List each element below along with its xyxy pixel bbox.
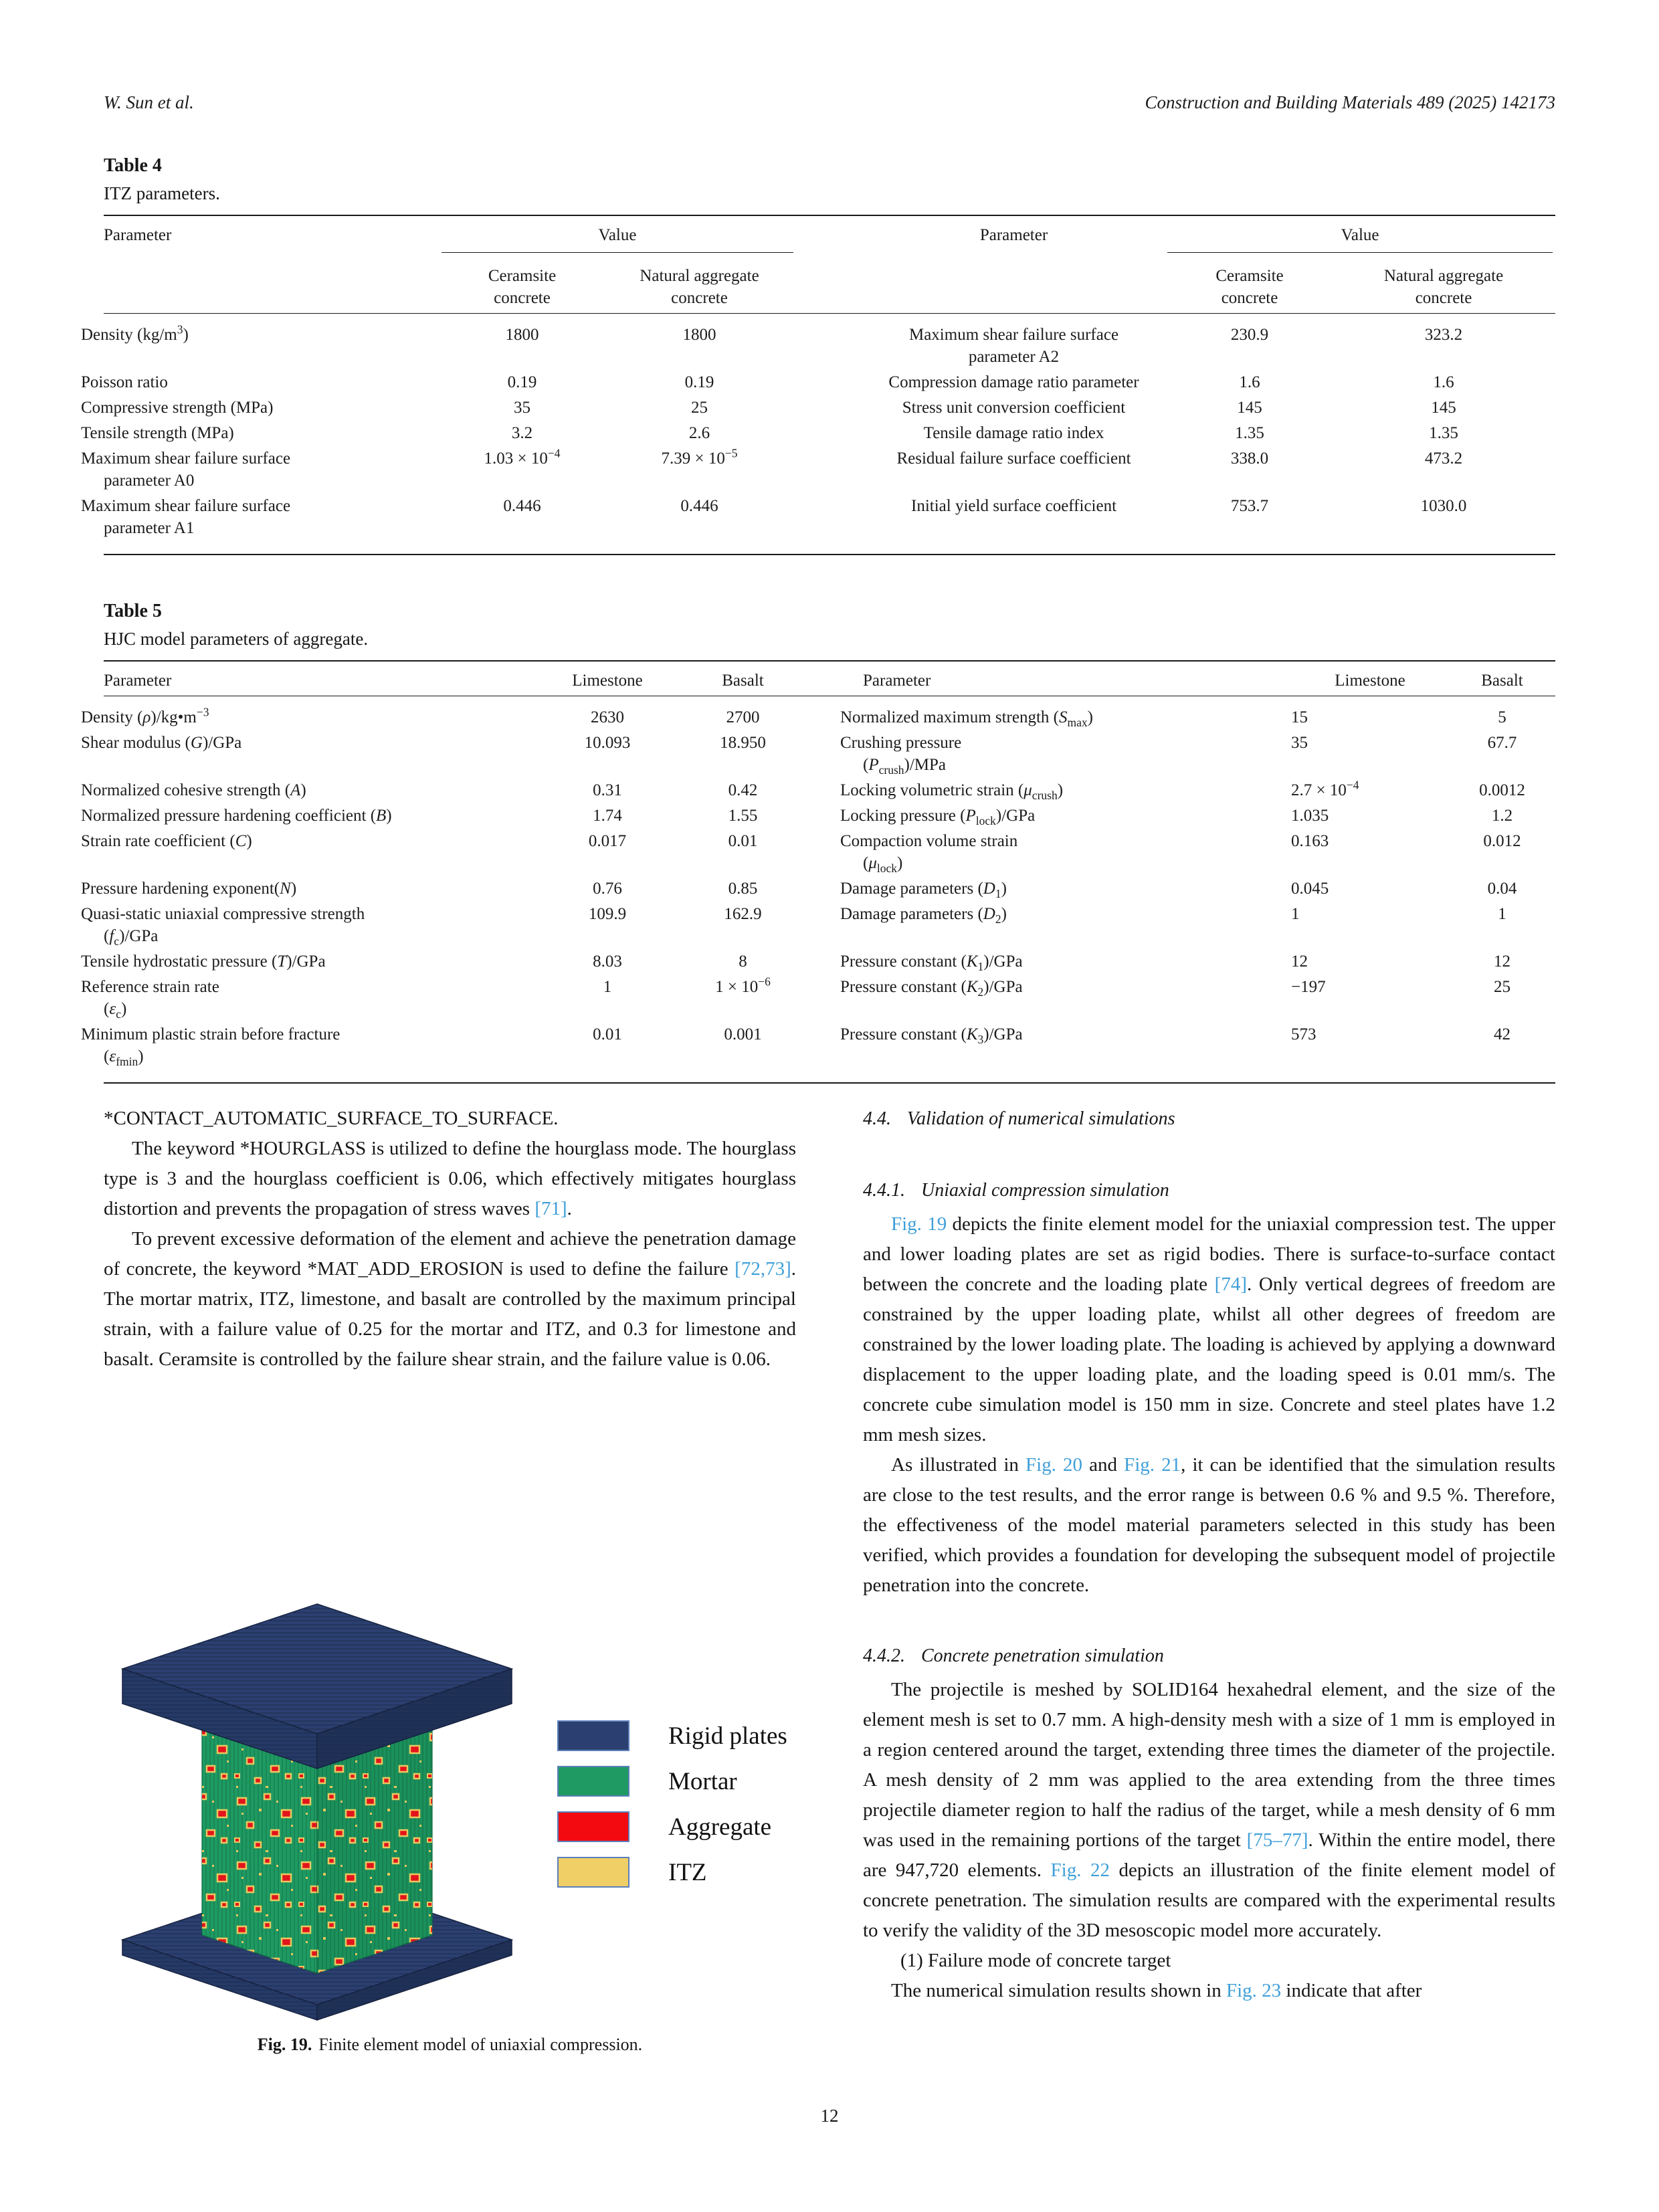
table-cell: Tensile hydrostatic pressure (T)/GPa [81, 952, 326, 971]
legend-item [557, 1720, 787, 1751]
table-cell: Locking volumetric strain $(\mu_{crush})$ [840, 781, 1064, 802]
citation-link[interactable]: [72,73] [735, 1258, 791, 1280]
table-cell: Pressure constant $(K_3)$/GPa [840, 1025, 1023, 1046]
table4-caption: ITZ parameters. [104, 183, 220, 203]
table-cell: 0.19 [507, 373, 537, 391]
table-cell: Normalized pressure hardening coefficient (B) [81, 807, 392, 825]
table5-section [81, 601, 1555, 1084]
column-header: Parameter [863, 672, 931, 690]
table-cell: 8.03 [593, 952, 622, 971]
running-head [104, 92, 1555, 113]
table-cell: 0.017 [588, 832, 627, 850]
table-cell: $7.39 \times 10^{-5}$ [661, 446, 738, 468]
table-cell: 1030.0 [1420, 497, 1467, 515]
paragraph: Fig. 19 depicts the finite element model for the uniaxial compression test. The upper and lower loading plates are set as rigid bodies. There is surface-to-surface contact between the concrete and the loading plate [74]. Only vertical degrees of freedom are constrained by the upper loading plate, whilst all other degrees of freedom are constrained by the lower loading plate. The loading is achieved by applying a downward displacement to the upper loading plate, and the loading speed is 0.01 mm/s. The concrete cube simulation model is 150 mm in size. Concrete and steel plates have 1.2 mm mesh sizes. [863, 1213, 1555, 1445]
table-cell: 0.01 [593, 1025, 622, 1043]
table-cell: Tensile strength (MPa) [81, 424, 234, 442]
table4-label: Table 4 [104, 155, 162, 176]
table-cell: 1.55 [728, 807, 758, 825]
table-cell: Minimum plastic strain before fracture $(\varepsilon_{fmin})$ [81, 1025, 340, 1068]
legend-label: Rigid plates [668, 1722, 787, 1750]
table-cell: 1 [603, 978, 612, 996]
table-cell: $1.03 \times 10^{-4}$ [484, 446, 561, 468]
table-cell: 35 [1291, 734, 1308, 752]
table-cell: Strain rate coefficient (C) [81, 832, 252, 850]
right-column [863, 1104, 1555, 2006]
table-row [104, 1022, 1555, 1084]
citation-link[interactable]: [71] [534, 1198, 567, 1219]
table-row [104, 314, 1555, 370]
table-cell: 25 [691, 399, 708, 417]
table-cell: Tensile damage ratio index [923, 424, 1104, 442]
table-cell: 8 [739, 952, 747, 971]
table-cell: Pressure constant $(K_2)$/GPa [840, 978, 1023, 999]
table-cell: 2.6 [688, 424, 710, 442]
table-cell: Maximum shear failure surface parameter A0 [81, 449, 291, 490]
column-subheader: Natural aggregate concrete [1383, 267, 1504, 307]
table-cell: −197 [1291, 978, 1326, 996]
table4-section [81, 155, 1555, 555]
table-cell: 1.35 [1429, 424, 1458, 442]
table-cell: 10.093 [584, 734, 631, 752]
table5-label: Table 5 [104, 601, 162, 621]
mortar-swatch [557, 1766, 629, 1797]
citation-link[interactable]: [75–77] [1246, 1829, 1308, 1851]
table-cell: Crushing pressure $(P_{crush})$/MPa [840, 734, 962, 777]
table-cell: Shear modulus (G)/GPa [81, 734, 242, 752]
table-cell: Quasi-static uniaxial compressive strength $(f_c)$/GPa [81, 905, 365, 948]
table-cell: 35 [514, 399, 530, 417]
figure-19 [104, 1599, 796, 2094]
column-header: Parameter [979, 226, 1048, 244]
table-cell: 230.9 [1230, 326, 1269, 344]
table-row [104, 370, 1555, 395]
table-cell: 0.42 [728, 781, 758, 799]
table5 [81, 660, 1555, 1084]
table-row [104, 949, 1555, 975]
table-cell: Normalized cohesive strength (A) [81, 781, 306, 799]
legend-item [557, 1857, 787, 1888]
table-cell: 162.9 [724, 905, 762, 923]
table-cell: 1.35 [1235, 424, 1264, 442]
page-number: 12 [820, 2106, 839, 2126]
table-cell: Compression damage ratio parameter [888, 373, 1139, 391]
table-cell: 0.163 [1291, 832, 1329, 850]
left-column [104, 1104, 796, 1375]
figure-legend [557, 1720, 787, 1902]
table-cell: 2630 [591, 708, 624, 726]
table-cell: Locking pressure $(P_{lock})$/GPa [840, 807, 1036, 827]
table-row [104, 421, 1555, 446]
table-cell: 1 [1498, 905, 1506, 923]
column-header: Parameter [104, 672, 172, 690]
column-header: Basalt [722, 672, 764, 690]
citation-link[interactable]: Fig. 23 [1226, 1980, 1282, 2001]
table-cell: 1.6 [1239, 373, 1260, 391]
table-cell: Maximum shear failure surface parameter A1 [81, 497, 291, 537]
top-rigid-plate [122, 1604, 512, 1769]
table-cell: Reference strain rate $(\varepsilon_c)$ [81, 978, 219, 1021]
table-cell: 5 [1498, 708, 1506, 726]
table-cell: Normalized maximum strength $(S_{max})$ [840, 708, 1093, 729]
table-cell: 3.2 [511, 424, 533, 442]
table-cell: Pressure constant $(K_1)$/GPa [840, 952, 1023, 973]
rigid-plates-swatch [557, 1720, 629, 1751]
column-header: Limestone [572, 672, 643, 690]
table-cell: 25 [1494, 978, 1510, 996]
table-cell: 2700 [726, 708, 760, 726]
table-cell: 145 [1431, 399, 1456, 417]
table-cell: Initial yield surface coefficient [911, 497, 1117, 515]
table-cell: Maximum shear failure surface parameter A2 [908, 326, 1119, 366]
running-head-journal: Construction and Building Materials 489 (2025) 142173 [1145, 92, 1555, 112]
subsection-heading: 4.4.1. Uniaxial compression simulation [863, 1180, 1169, 1201]
section-heading: 4.4. Validation of numerical simulations [863, 1108, 1175, 1129]
table-cell: 1800 [682, 326, 716, 344]
table-cell: Stress unit conversion coefficient [902, 399, 1126, 417]
legend-item [557, 1766, 787, 1797]
running-head-authors: W. Sun et al. [104, 92, 194, 112]
table-cell: 573 [1291, 1025, 1316, 1043]
citation-link[interactable]: Fig. 20 [1026, 1454, 1083, 1476]
table-cell: 0.446 [503, 497, 541, 515]
column-subheader: Natural aggregate concrete [640, 267, 759, 307]
fem-model-illustration [104, 1599, 532, 2021]
subsection-heading: 4.4.2. Concrete penetration simulation [863, 1645, 1164, 1666]
table-row [104, 975, 1555, 1022]
table-cell: $2.7 \times 10^{-4}$ [1291, 778, 1359, 799]
table-row [104, 876, 1555, 902]
table-cell: 1.74 [593, 807, 622, 825]
table-row [104, 803, 1555, 829]
column-header: Basalt [1481, 672, 1523, 690]
table-cell: 0.0012 [1479, 781, 1525, 799]
paragraph: The projectile is meshed by SOLID164 hexahedral element, and the size of the element mesh is set to 0.7 mm. A high-density mesh with a size of 1 mm is employed in a region centered around the target, extending three times the diameter of the projectile. A mesh density of 2 mm was applied to the area extending from the three times projectile diameter region to half the radius of the target, while a mesh density of 6 mm was used in the remaining portions of the target [75–77]. Within the entire model, there are 947,720 elements. Fig. 22 depicts an illustration of the finite element model of concrete penetration. The simulation results are compared with the experimental results to verify the validity of the 3D mesoscopic model more accurately. [863, 1679, 1556, 1941]
citation-link[interactable]: Fig. 19 [891, 1213, 947, 1235]
table-cell: 0.446 [680, 497, 718, 515]
legend-label: Mortar [668, 1767, 737, 1795]
column-header: Value [442, 215, 796, 257]
table-row [104, 778, 1555, 803]
table-cell: 15 [1291, 708, 1308, 726]
table-cell: 1800 [505, 326, 539, 344]
citation-link[interactable]: Fig. 22 [1050, 1859, 1110, 1881]
table-cell: 0.012 [1483, 832, 1521, 850]
figure-caption: Fig. 19. Finite element model of uniaxial compression. [257, 2035, 643, 2054]
table-cell: 12 [1291, 952, 1308, 971]
table-row [104, 446, 1555, 494]
table-cell: Compressive strength (MPa) [81, 399, 274, 417]
table5-header [104, 661, 1555, 696]
table-cell: 18.950 [720, 734, 766, 752]
table5-caption: HJC model parameters of aggregate. [104, 629, 369, 649]
table-cell: 67.7 [1487, 734, 1517, 752]
table-row [104, 494, 1555, 555]
table-cell: 1.2 [1491, 807, 1513, 825]
table-row [104, 829, 1555, 876]
legend-label: ITZ [668, 1858, 707, 1886]
aggregate-swatch [557, 1811, 629, 1842]
table-row [104, 902, 1555, 949]
table-cell: 1 [1291, 905, 1300, 923]
table-cell: 109.9 [588, 905, 627, 923]
table-cell: 42 [1494, 1025, 1510, 1043]
table-cell: 753.7 [1230, 497, 1269, 515]
table-cell: Residual failure surface coefficient [896, 449, 1131, 468]
table-row [104, 730, 1555, 778]
table-cell: 0.85 [728, 880, 758, 898]
table-cell: Damage parameters $(D_1)$ [840, 880, 1007, 900]
itz-swatch [557, 1857, 629, 1888]
table-cell: 1.035 [1291, 807, 1329, 825]
table-cell: Density $(\rho)/kg•m^{-3}$ [81, 705, 209, 726]
table-cell: 0.76 [593, 880, 622, 898]
table-cell: 0.001 [724, 1025, 762, 1043]
paragraph: As illustrated in Fig. 20 and Fig. 21, it can be identified that the simulation results are close to the test results, and the error range is between 0.6 % and 9.5 %. Therefore, the effectiveness of the model material parameters selected in this study has been verified, which provides a foundation for developing the subsequent model of projectile penetration into the concrete. [863, 1454, 1556, 1596]
table-cell: Pressure hardening exponent(N) [81, 880, 297, 898]
table-cell: 323.2 [1424, 326, 1463, 344]
table-cell: Density $(kg/m^3)$ [81, 322, 189, 344]
paragraph: The numerical simulation results shown in Fig. 23 indicate that after [891, 1980, 1422, 2001]
paragraph: *CONTACT_AUTOMATIC_SURFACE_TO_SURFACE. [104, 1108, 559, 1129]
list-item: (1) Failure mode of concrete target [900, 1950, 1171, 1971]
table-cell: 0.19 [684, 373, 714, 391]
column-header: Value [1167, 215, 1555, 257]
legend-item [557, 1811, 787, 1842]
table4 [81, 215, 1555, 555]
table-cell: 338.0 [1230, 449, 1269, 468]
column-subheader: Ceramsite concrete [1215, 267, 1284, 307]
table4-header [104, 215, 1555, 314]
table-cell: Poisson ratio [81, 373, 168, 391]
table-cell: 0.045 [1291, 880, 1329, 898]
paragraph: The keyword *HOURGLASS is utilized to define the hourglass mode. The hourglass type is 3 and the hourglass coefficient is 0.06, which effectively mitigates hourglass distortion and prevents the propagation of stress waves [71]. [104, 1138, 796, 1219]
table-row [104, 395, 1555, 421]
column-subheader: Ceramsite concrete [488, 267, 557, 307]
citation-link[interactable]: [74] [1214, 1274, 1247, 1295]
paragraph: To prevent excessive deformation of the element and achieve the penetration damage of concrete, the keyword *MAT_ADD_EROSION is used to define the failure [72,73]. The mortar matrix, ITZ, limestone, and basalt are controlled by the maximum principal strain, with a failure value of 0.25 for the mortar and ITZ, and 0.3 for limestone and basalt. Ceramsite is controlled by the failure shear strain, and the failure value is 0.06. [104, 1228, 796, 1370]
legend-label: Aggregate [668, 1813, 772, 1841]
table-cell: 12 [1494, 952, 1510, 971]
table-cell: 1.6 [1433, 373, 1454, 391]
table-cell: Compaction volume strain $(\mu_{lock})$ [840, 832, 1018, 875]
table-row [104, 696, 1555, 730]
table-cell: 473.2 [1424, 449, 1463, 468]
table-cell: 145 [1237, 399, 1262, 417]
citation-link[interactable]: Fig. 21 [1124, 1454, 1181, 1476]
table-cell: Damage parameters $(D_2)$ [840, 905, 1007, 926]
table-cell: 0.31 [593, 781, 622, 799]
table-cell: 0.04 [1487, 880, 1517, 898]
column-header: Limestone [1335, 672, 1405, 690]
table-cell: $1 \times 10^{-6}$ [715, 975, 771, 996]
column-header: Parameter [104, 226, 172, 244]
table-cell: 0.01 [728, 832, 758, 850]
